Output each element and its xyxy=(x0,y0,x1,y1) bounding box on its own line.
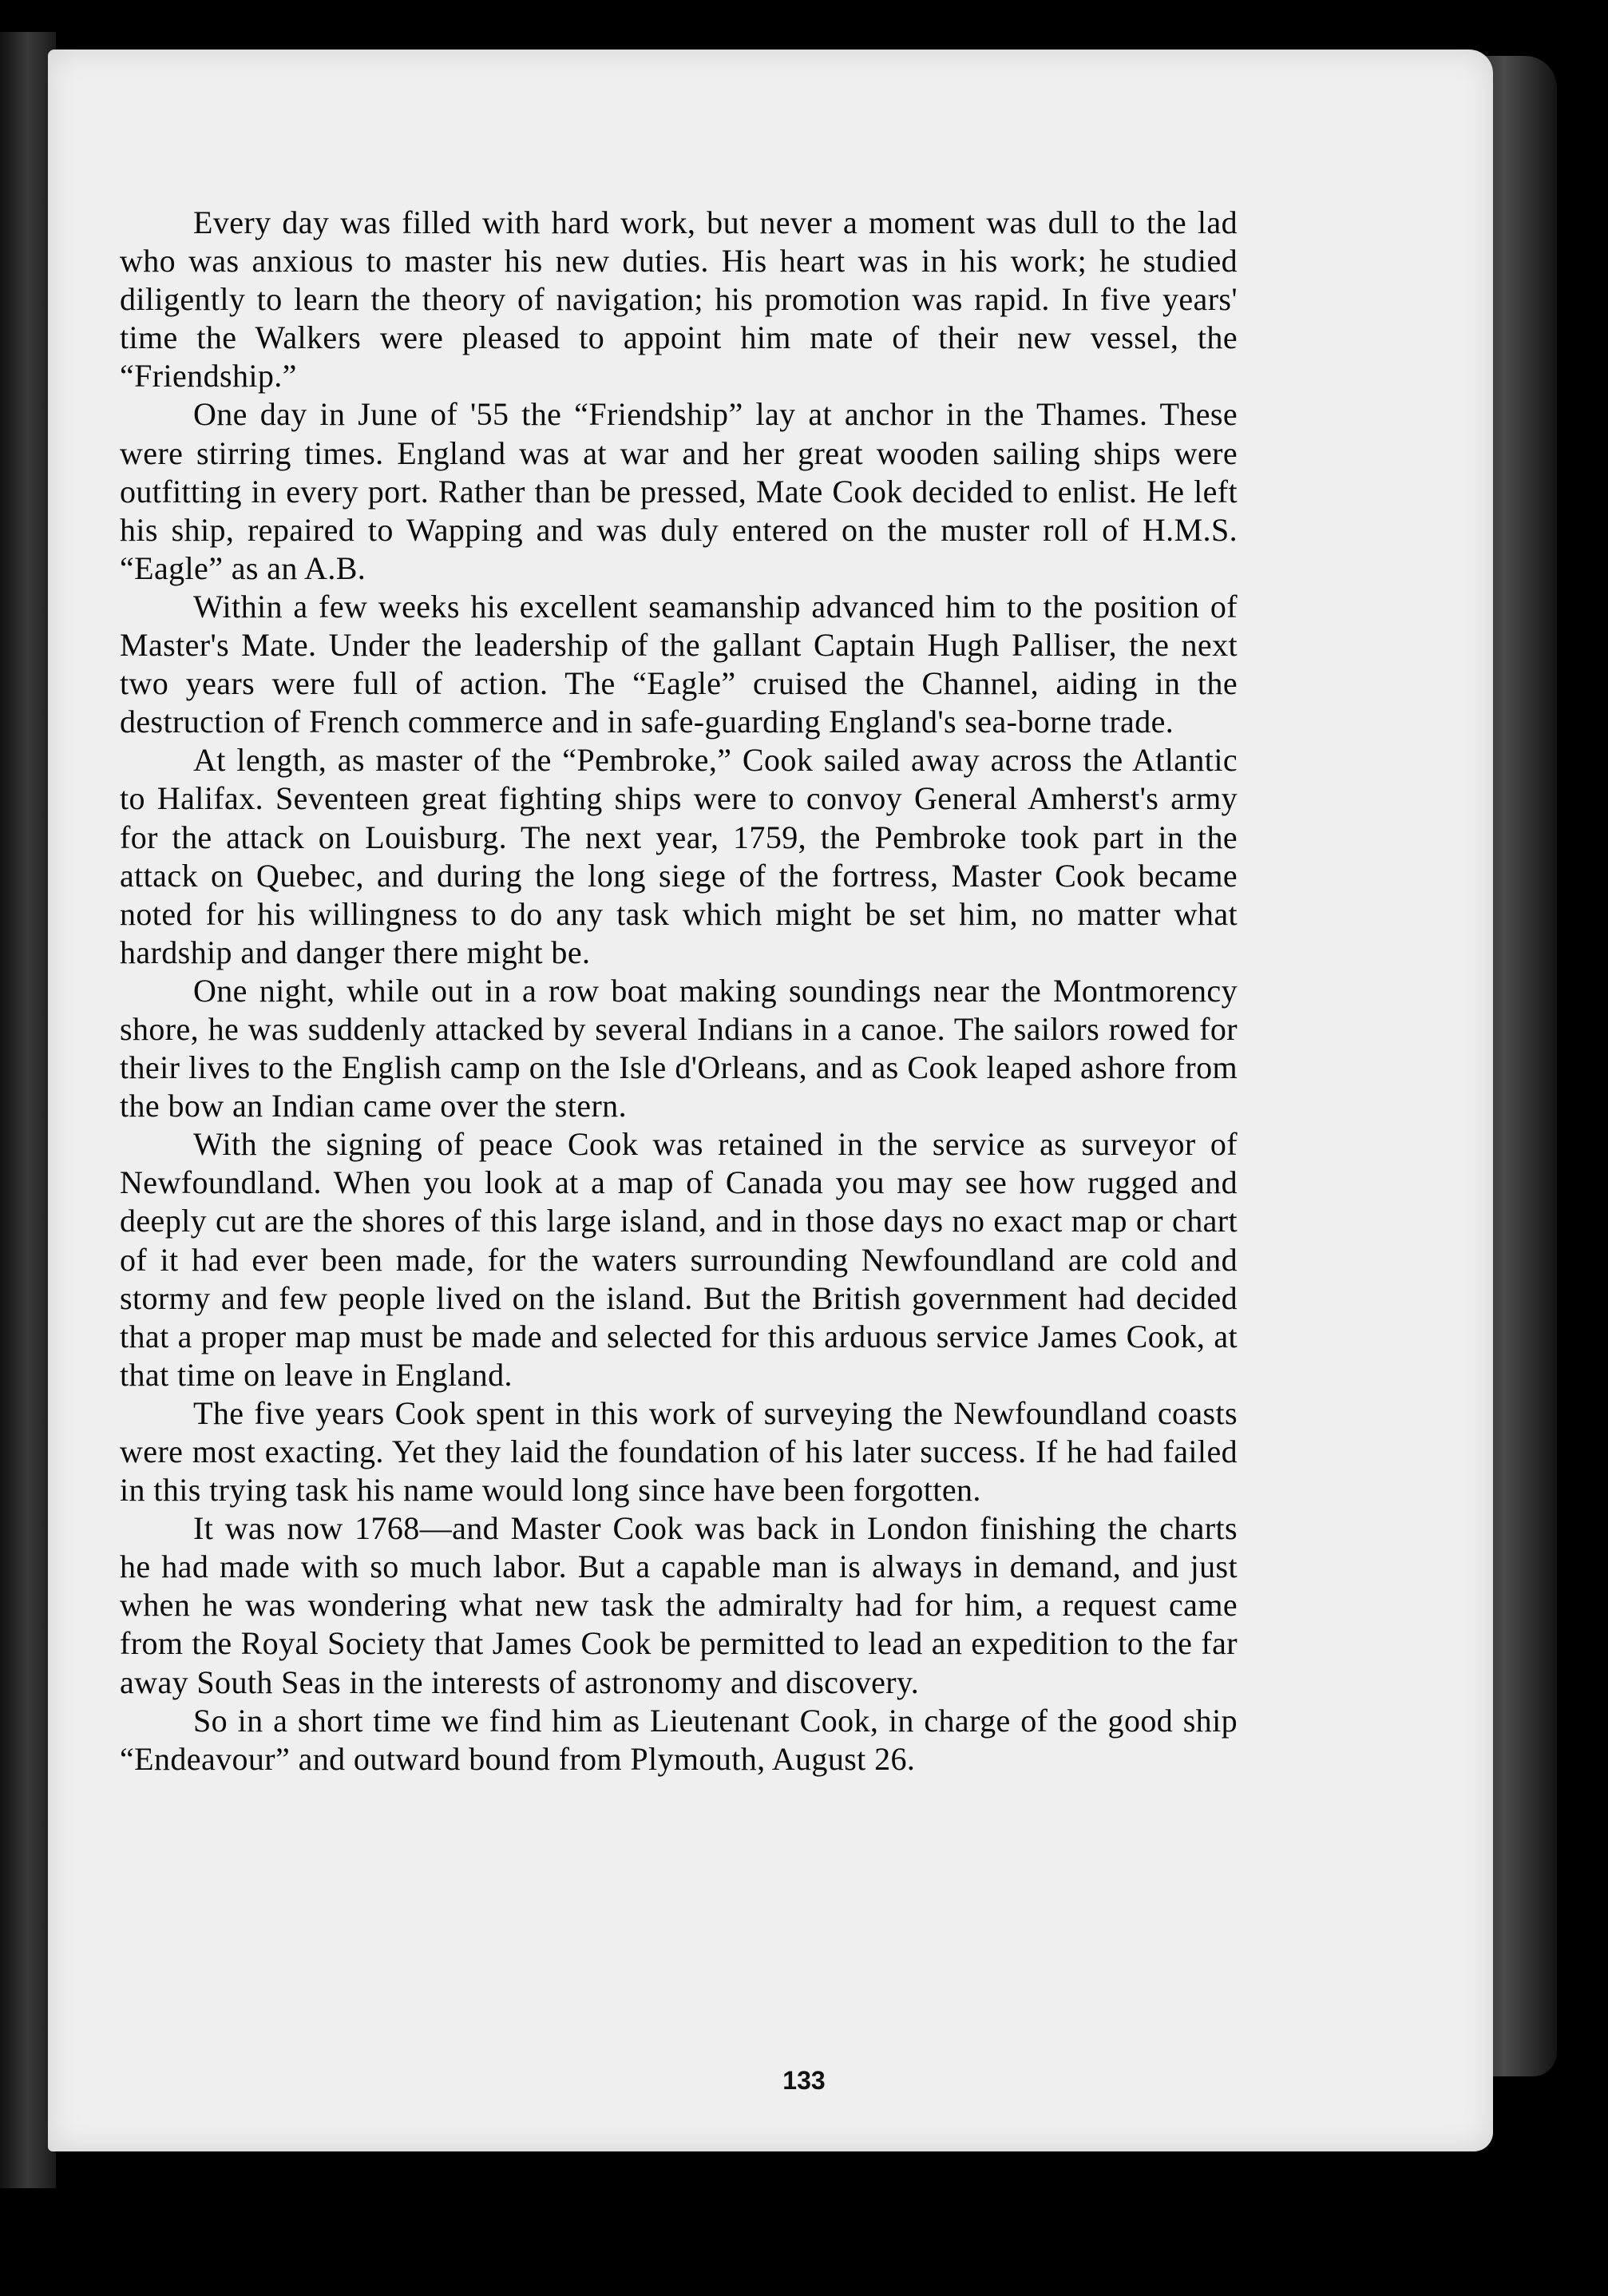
paragraph: Within a few weeks his excellent seamanship advanced him to the position of Master's Mate. Under the leadership of the gallant Captain Hugh Palliser, the next two years were full of action. The “Eagle” cruised the Channel, aiding in the destruction of French commerce and in safe-guarding England's sea-borne trade. xyxy=(120,588,1238,740)
paragraph: One night, while out in a row boat making soundings near the Montmorency shore, he was suddenly attacked by several Indians in a canoe. The sailors rowed for their lives to the English camp on the Isle d'Orleans, and as Cook leaped ashore from the bow an Indian came over the stern. xyxy=(120,972,1238,1124)
paragraph: The five years Cook spent in this work of surveying the Newfoundland coasts were most exacting. Yet they laid the foundation of his later success. If he had failed in this trying task his name would long since have been forgotten. xyxy=(120,1394,1238,1509)
page-body-text xyxy=(120,204,1238,1779)
paragraph: One day in June of '55 the “Friendship” lay at anchor in the Thames. These were stirring times. England was at war and her great wooden sailing ships were outfitting in every port. Rather than be pressed, Mate Cook decided to enlist. He left his ship, repaired to Wapping and was duly entered on the muster roll of H.M.S. “Eagle” as an A.B. xyxy=(120,396,1238,586)
paragraph: Every day was filled with hard work, but never a moment was dull to the lad who was anxious to master his new duties. His heart was in his work; he studied diligently to learn the theory of navigation; his promotion was rapid. In five years' time the Walkers were pleased to appoint him mate of their new vessel, the “Friendship.” xyxy=(120,204,1238,395)
paragraph: With the signing of peace Cook was retained in the service as surveyor of Newfoundland. When you look at a map of Canada you may see how rugged and deeply cut are the shores of this large island, and in those days no exact map or chart of it had ever been made, for the waters surrounding Newfoundland are cold and stormy and few people lived on the island. But the British government had decided that a proper map must be made and selected for this arduous service James Cook, at that time on leave in England. xyxy=(120,1126,1238,1393)
page-number: 133 xyxy=(782,2066,826,2095)
paragraph: So in a short time we find him as Lieutenant Cook, in charge of the good ship “Endeavour” and outward bound from Plymouth, August 26. xyxy=(120,1702,1238,1777)
paragraph: It was now 1768—and Master Cook was back in London finishing the charts he had made with so much labor. But a capable man is always in demand, and just when he was wondering what new task the admiralty had for him, a request came from the Royal Society that James Cook be permitted to lead an expedition to the far away South Seas in the interests of astronomy and discovery. xyxy=(120,1510,1238,1700)
paragraph: At length, as master of the “Pembroke,” Cook sailed away across the Atlantic to Halifax. Seventeen great fighting ships were to convoy General Amherst's army for the attack on Louisburg. The next year, 1759, the Pembroke took part in the attack on Quebec, and during the long siege of the fortress, Master Cook became noted for his willingness to do any task which might be set him, no matter what hardship and danger there might be. xyxy=(120,742,1238,970)
